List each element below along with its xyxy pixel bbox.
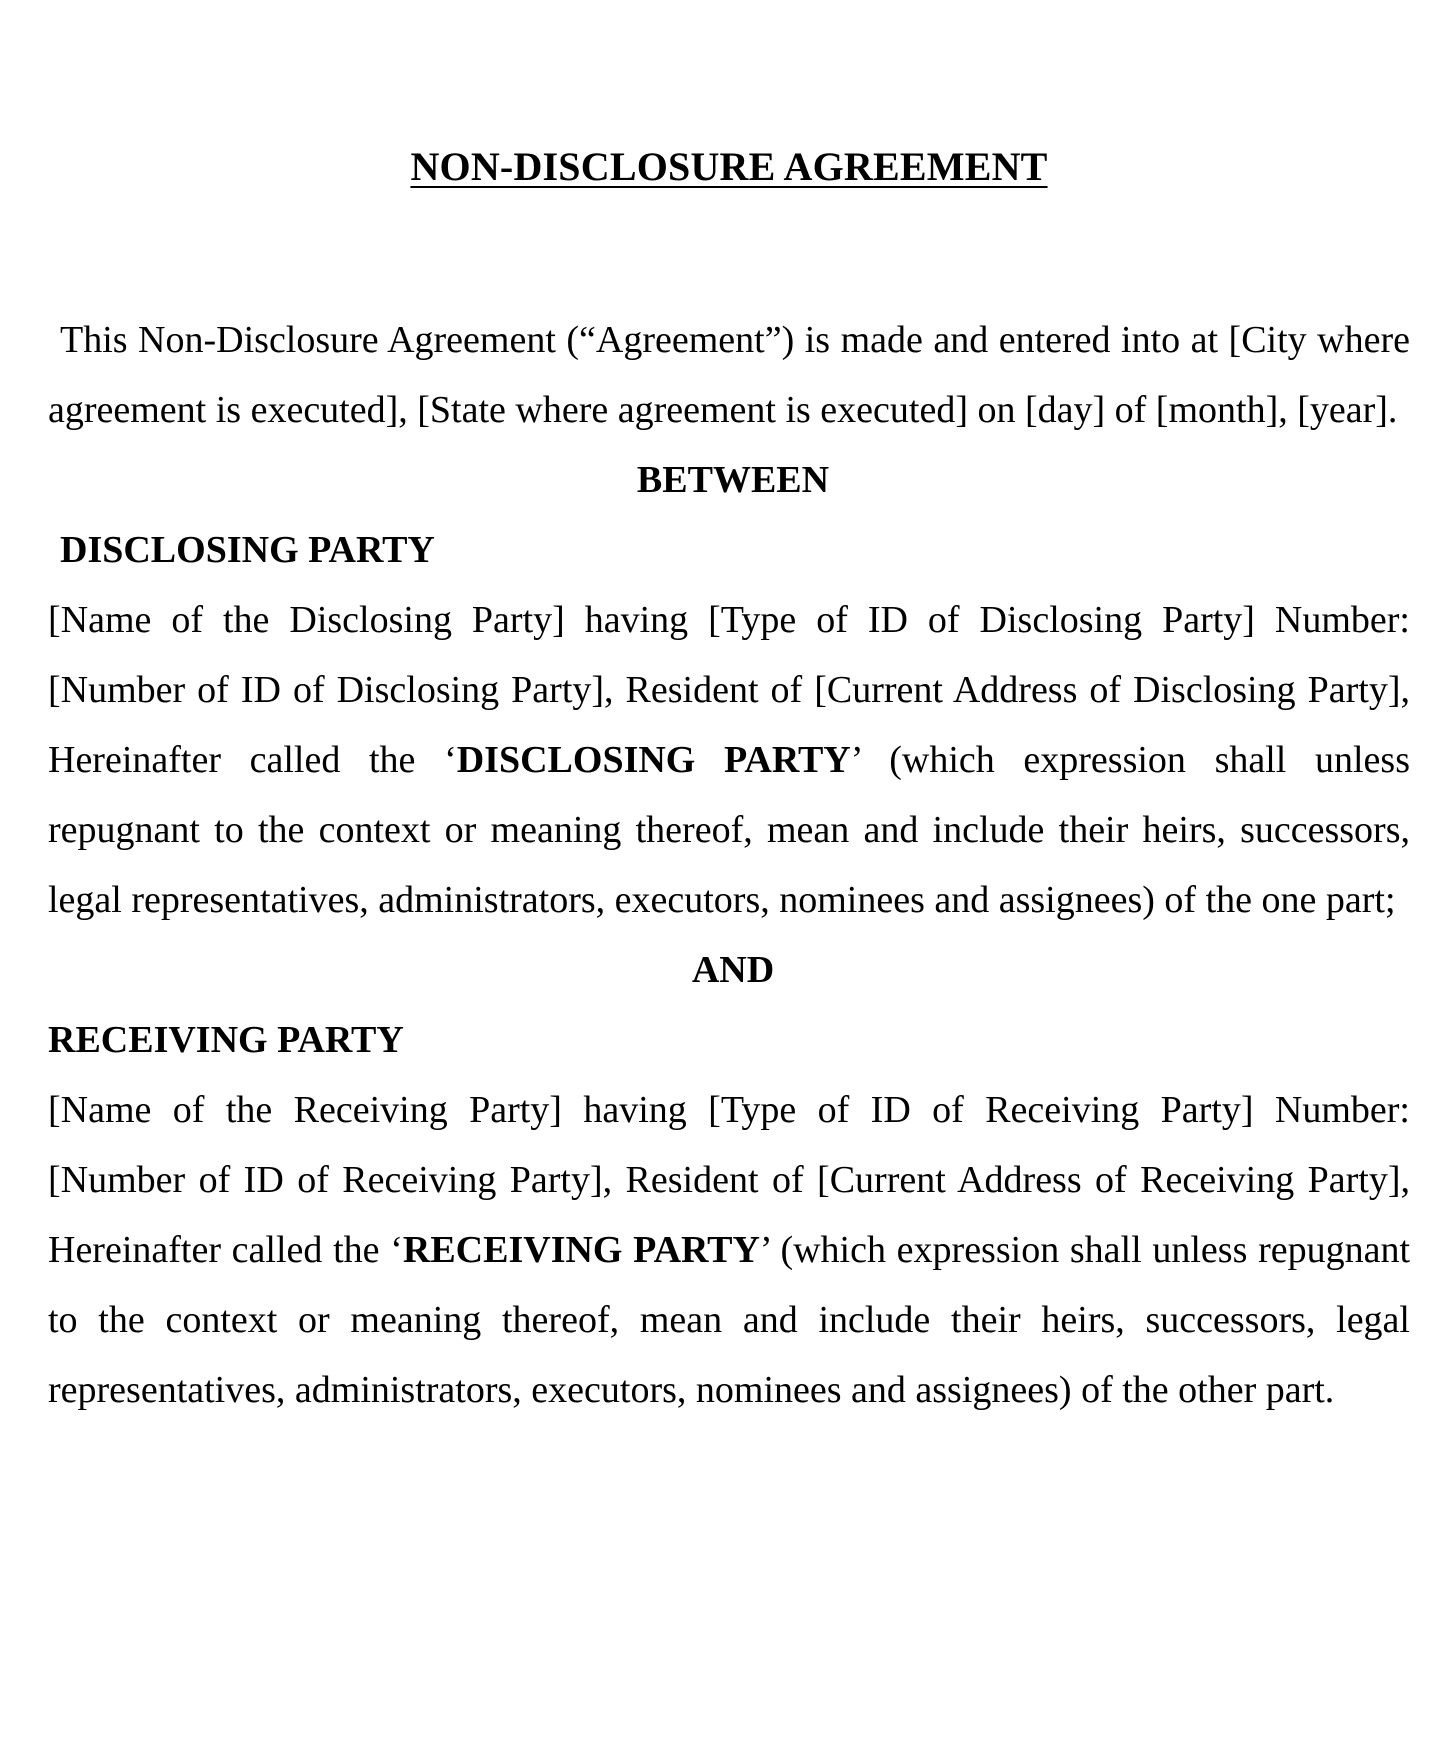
receiving-party-text-start: [Name of the Receiving Party] having [Type of ID of Receiving Party] Number: [Number of ID of Receiving Party], Resident of [Current Address of Receiving Party], Hereinafter called the ‘ [48, 1089, 1410, 1271]
disclosing-party-text-end: ’ (which expression shall unless repugnant to the context or meaning thereof, mean and include their heirs, successors, legal representatives, administrators, executors, nominees and assignees) of the one part; [48, 739, 1410, 921]
receiving-party-text-end: ’ (which expression shall unless repugnant to the context or meaning thereof, mean and include their heirs, successors, legal representatives, administrators, executors, nominees and assignees) of the other part. [48, 1229, 1411, 1411]
disclosing-party-paragraph [48, 585, 1410, 935]
disclosing-party-heading: DISCLOSING PARTY [60, 529, 435, 571]
receiving-party-paragraph [48, 1075, 1410, 1425]
receiving-party-term: RECEIVING PARTY [402, 1229, 760, 1271]
disclosing-party-text-start: [Name of the Disclosing Party] having [Type of ID of Disclosing Party] Number: [Number of ID of Disclosing Party], Resident of [Current Address of Disclosing Party], Hereinafter called the ‘ [48, 599, 1410, 781]
between-heading: BETWEEN [636, 459, 830, 501]
document-title: NON-DISCLOSURE AGREEMENT [410, 144, 1048, 189]
intro-paragraph: This Non-Disclosure Agreement (“Agreement”) is made and entered into at [City where agreement is executed], [State where agreement is executed] on [day] of [month], [year]. [48, 319, 1410, 431]
disclosing-party-term: DISCLOSING PARTY [456, 739, 851, 781]
receiving-party-heading: RECEIVING PARTY [48, 1019, 404, 1061]
and-heading: AND [691, 949, 775, 991]
